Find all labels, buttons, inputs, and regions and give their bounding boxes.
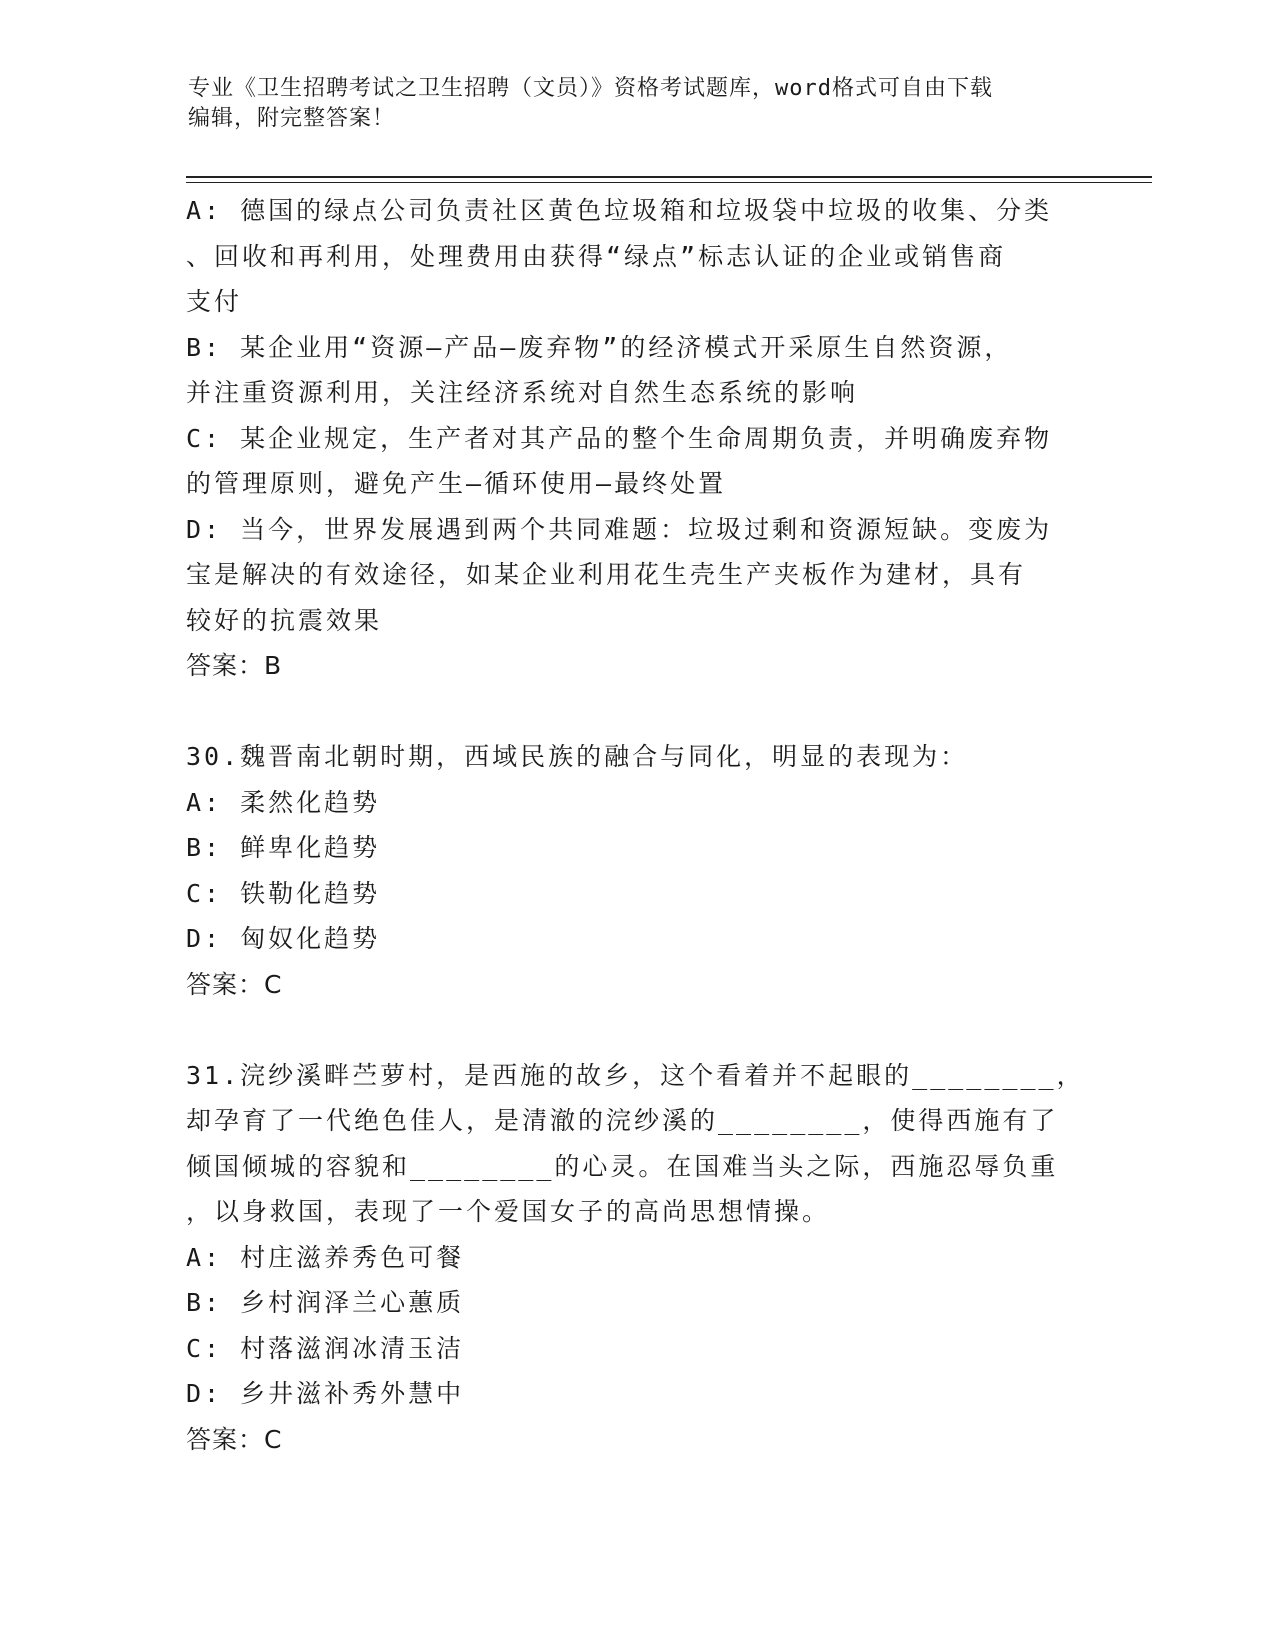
q29-option-d-line-2: 宝是解决的有效途径，如某企业利用花生壳生产夹板作为建材，具有 xyxy=(186,560,1027,589)
q30-option-d: D: 匈奴化趋势 xyxy=(186,924,381,953)
q29-answer: 答案：B xyxy=(186,651,283,680)
q31-option-b: B: 乡村润泽兰心蕙质 xyxy=(186,1288,465,1317)
q30-option-b: B: 鲜卑化趋势 xyxy=(186,833,381,862)
header-divider-thin xyxy=(186,182,1152,183)
q31-option-c: C: 村落滋润冰清玉洁 xyxy=(186,1333,465,1363)
q30-answer: 答案：C xyxy=(186,969,283,999)
q29-option-b-line-1: B: 某企业用“资源—产品—废弃物”的经济模式开采原生自然资源， xyxy=(186,332,1013,362)
q29-option-a-line-2: 、回收和再利用，处理费用由获得“绿点”标志认证的企业或销售商 xyxy=(186,241,1007,271)
q31-option-d: D: 乡井滋补秀外慧中 xyxy=(186,1379,465,1408)
q31-stem-line-4: ，以身救国，表现了一个爱国女子的高尚思想情操。 xyxy=(186,1197,831,1226)
q29-option-a-line-1: A: 德国的绿点公司负责社区黄色垃圾箱和垃圾袋中垃圾的收集、分类 xyxy=(186,196,1053,225)
q29-option-c-line-2: 的管理原则，避免产生—循环使用—最终处置 xyxy=(186,469,727,498)
spacer xyxy=(186,1007,1086,1053)
q30-option-c: C: 铁勒化趋势 xyxy=(186,878,381,908)
q31-stem-line-3: 倾国倾城的容貌和________的心灵。在国难当头之际，西施忍辱负重 xyxy=(186,1151,1059,1181)
question-content xyxy=(186,188,1086,1462)
q29-option-d-line-3: 较好的抗震效果 xyxy=(186,605,383,635)
q30-stem: 30.魏晋南北朝时期，西域民族的融合与同化，明显的表现为： xyxy=(186,742,969,771)
q30-option-a: A: 柔然化趋势 xyxy=(186,787,381,817)
document-header xyxy=(188,74,1068,134)
question-30 xyxy=(186,734,1086,1007)
spacer xyxy=(186,689,1086,735)
header-line-2: 编辑，附完整答案！ xyxy=(188,106,396,131)
header-line-1: 专业《卫生招聘考试之卫生招聘（文员）》资格考试题库，word格式可自由下载 xyxy=(188,76,993,101)
header-divider-thick xyxy=(186,176,1152,178)
question-31 xyxy=(186,1053,1086,1463)
q29-option-a-line-3: 支付 xyxy=(186,287,243,316)
q31-answer: 答案：C xyxy=(186,1424,283,1454)
q31-option-a: A: 村庄滋养秀色可餐 xyxy=(186,1242,465,1272)
question-29 xyxy=(186,188,1086,689)
q29-option-b-line-2: 并注重资源利用，关注经济系统对自然生态系统的影响 xyxy=(186,378,859,407)
q29-option-c-line-1: C: 某企业规定，生产者对其产品的整个生命周期负责，并明确废弃物 xyxy=(186,423,1053,453)
q31-stem-line-2: 却孕育了一代绝色佳人，是清澈的浣纱溪的________，使得西施有了 xyxy=(186,1106,1059,1135)
q31-stem-line-1: 31.浣纱溪畔苎萝村，是西施的故乡，这个看着并不起眼的________， xyxy=(186,1060,1085,1090)
q29-option-d-line-1: D: 当今，世界发展遇到两个共同难题：垃圾过剩和资源短缺。变废为 xyxy=(186,514,1053,544)
